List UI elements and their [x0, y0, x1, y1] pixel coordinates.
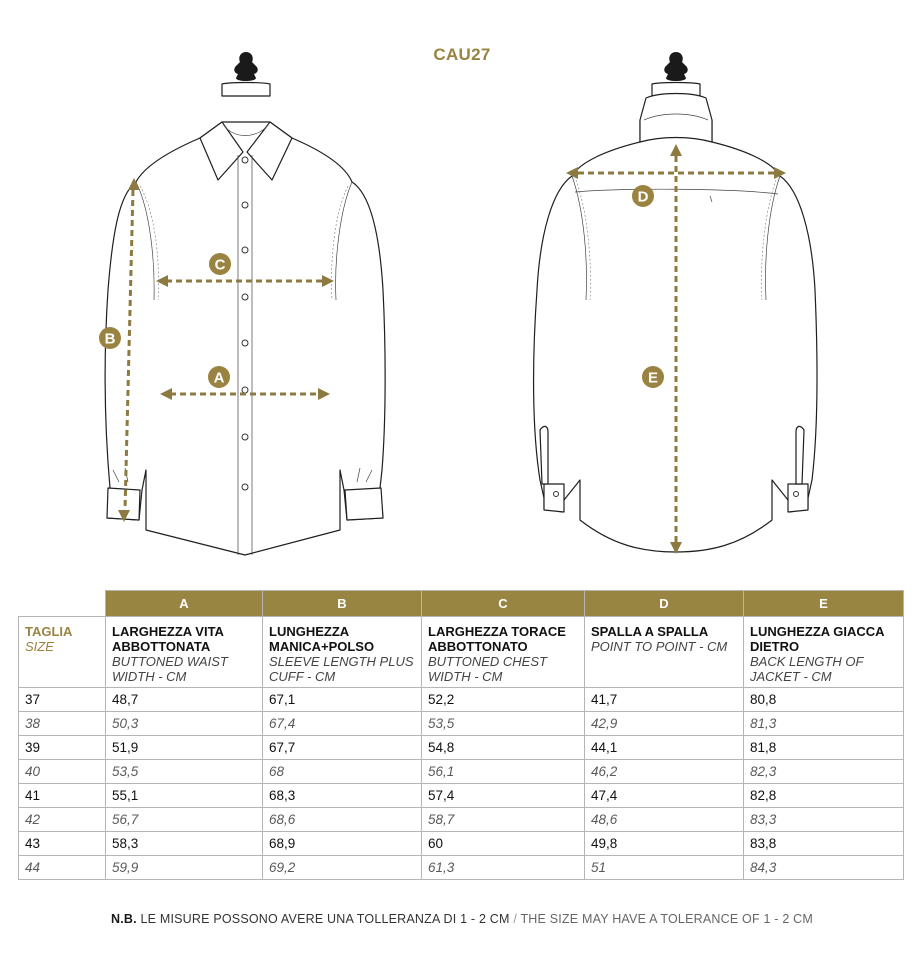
value-cell: 53,5	[422, 712, 585, 736]
value-cell: 81,8	[744, 736, 904, 760]
column-header-e: LUNGHEZZA GIACCA DIETRO BACK LENGTH OF JACKET - CM	[744, 617, 904, 688]
back-shirt	[534, 52, 817, 554]
table-row	[19, 688, 904, 712]
column-letter-d: D	[585, 591, 744, 617]
badge-c	[209, 253, 231, 275]
svg-text:C: C	[214, 256, 226, 274]
table-row	[19, 760, 904, 784]
value-cell: 42,9	[585, 712, 744, 736]
value-cell: 81,3	[744, 712, 904, 736]
svg-text:A: A	[213, 369, 225, 387]
value-cell: 61,3	[422, 856, 585, 880]
value-cell: 80,8	[744, 688, 904, 712]
svg-text:E: E	[647, 369, 659, 387]
value-cell: 41,7	[585, 688, 744, 712]
table-row	[19, 712, 904, 736]
mannequin-front-icon	[222, 52, 270, 96]
value-cell: 47,4	[585, 784, 744, 808]
letter-header-row	[19, 591, 904, 617]
value-cell: 56,7	[106, 808, 263, 832]
column-letter-a: A	[106, 591, 263, 617]
value-cell: 48,7	[106, 688, 263, 712]
column-letter-c: C	[422, 591, 585, 617]
value-cell: 57,4	[422, 784, 585, 808]
value-cell: 68,3	[263, 784, 422, 808]
value-cell: 67,7	[263, 736, 422, 760]
description-header-row	[19, 617, 904, 688]
size-header-cell	[19, 617, 106, 688]
badge-d	[632, 185, 654, 207]
table-row	[19, 832, 904, 856]
value-cell: 53,5	[106, 760, 263, 784]
value-cell: 69,2	[263, 856, 422, 880]
size-cell: 39	[19, 736, 106, 760]
blank-header-cell	[19, 591, 106, 617]
size-cell: 38	[19, 712, 106, 736]
column-letter-b: B	[263, 591, 422, 617]
value-cell: 51	[585, 856, 744, 880]
value-cell: 60	[422, 832, 585, 856]
value-cell: 59,9	[106, 856, 263, 880]
badge-e	[642, 366, 664, 388]
column-letter-e: E	[744, 591, 904, 617]
column-header-b: LUNGHEZZA MANICA+POLSO SLEEVE LENGTH PLUS CUFF - CM	[263, 617, 422, 688]
note-en: THE SIZE MAY HAVE A TOLERANCE OF 1 - 2 CM	[520, 912, 813, 926]
table-row	[19, 736, 904, 760]
column-header-a: LARGHEZZA VITA ABBOTTONATA BUTTONED WAIST WIDTH - CM	[106, 617, 263, 688]
value-cell: 51,9	[106, 736, 263, 760]
value-cell: 83,3	[744, 808, 904, 832]
table-row	[19, 784, 904, 808]
value-cell: 46,2	[585, 760, 744, 784]
value-cell: 58,7	[422, 808, 585, 832]
value-cell: 50,3	[106, 712, 263, 736]
value-cell: 52,2	[422, 688, 585, 712]
value-cell: 84,3	[744, 856, 904, 880]
value-cell: 68,9	[263, 832, 422, 856]
value-cell: 44,1	[585, 736, 744, 760]
value-cell: 67,1	[263, 688, 422, 712]
value-cell: 49,8	[585, 832, 744, 856]
value-cell: 82,3	[744, 760, 904, 784]
mannequin-back-icon	[652, 52, 700, 96]
value-cell: 68	[263, 760, 422, 784]
note-separator: /	[513, 912, 517, 926]
value-cell: 83,8	[744, 832, 904, 856]
size-cell: 43	[19, 832, 106, 856]
size-cell: 42	[19, 808, 106, 832]
note-it: LE MISURE POSSONO AVERE UNA TOLLERANZA DI 1 - 2 CM	[140, 912, 510, 926]
product-code: CAU27	[433, 45, 491, 64]
size-header-en: SIZE	[25, 639, 54, 654]
table-row	[19, 856, 904, 880]
badge-b	[99, 327, 121, 349]
front-shirt	[99, 52, 385, 555]
column-header-c: LARGHEZZA TORACE ABBOTTONATO BUTTONED CHEST WIDTH - CM	[422, 617, 585, 688]
value-cell: 55,1	[106, 784, 263, 808]
note-nb: N.B.	[110, 912, 137, 926]
tolerance-note	[0, 912, 924, 926]
size-cell: 40	[19, 760, 106, 784]
size-table	[18, 590, 904, 880]
badge-a	[208, 366, 230, 388]
svg-text:B: B	[104, 330, 116, 348]
value-cell: 48,6	[585, 808, 744, 832]
value-cell: 58,3	[106, 832, 263, 856]
size-header-it: TAGLIA	[25, 624, 73, 639]
size-cell: 44	[19, 856, 106, 880]
value-cell: 67,4	[263, 712, 422, 736]
column-header-d: SPALLA A SPALLA POINT TO POINT - CM	[585, 617, 744, 688]
value-cell: 68,6	[263, 808, 422, 832]
value-cell: 82,8	[744, 784, 904, 808]
value-cell: 56,1	[422, 760, 585, 784]
value-cell: 54,8	[422, 736, 585, 760]
size-cell: 37	[19, 688, 106, 712]
size-cell: 41	[19, 784, 106, 808]
table-row	[19, 808, 904, 832]
svg-text:D: D	[637, 188, 649, 206]
